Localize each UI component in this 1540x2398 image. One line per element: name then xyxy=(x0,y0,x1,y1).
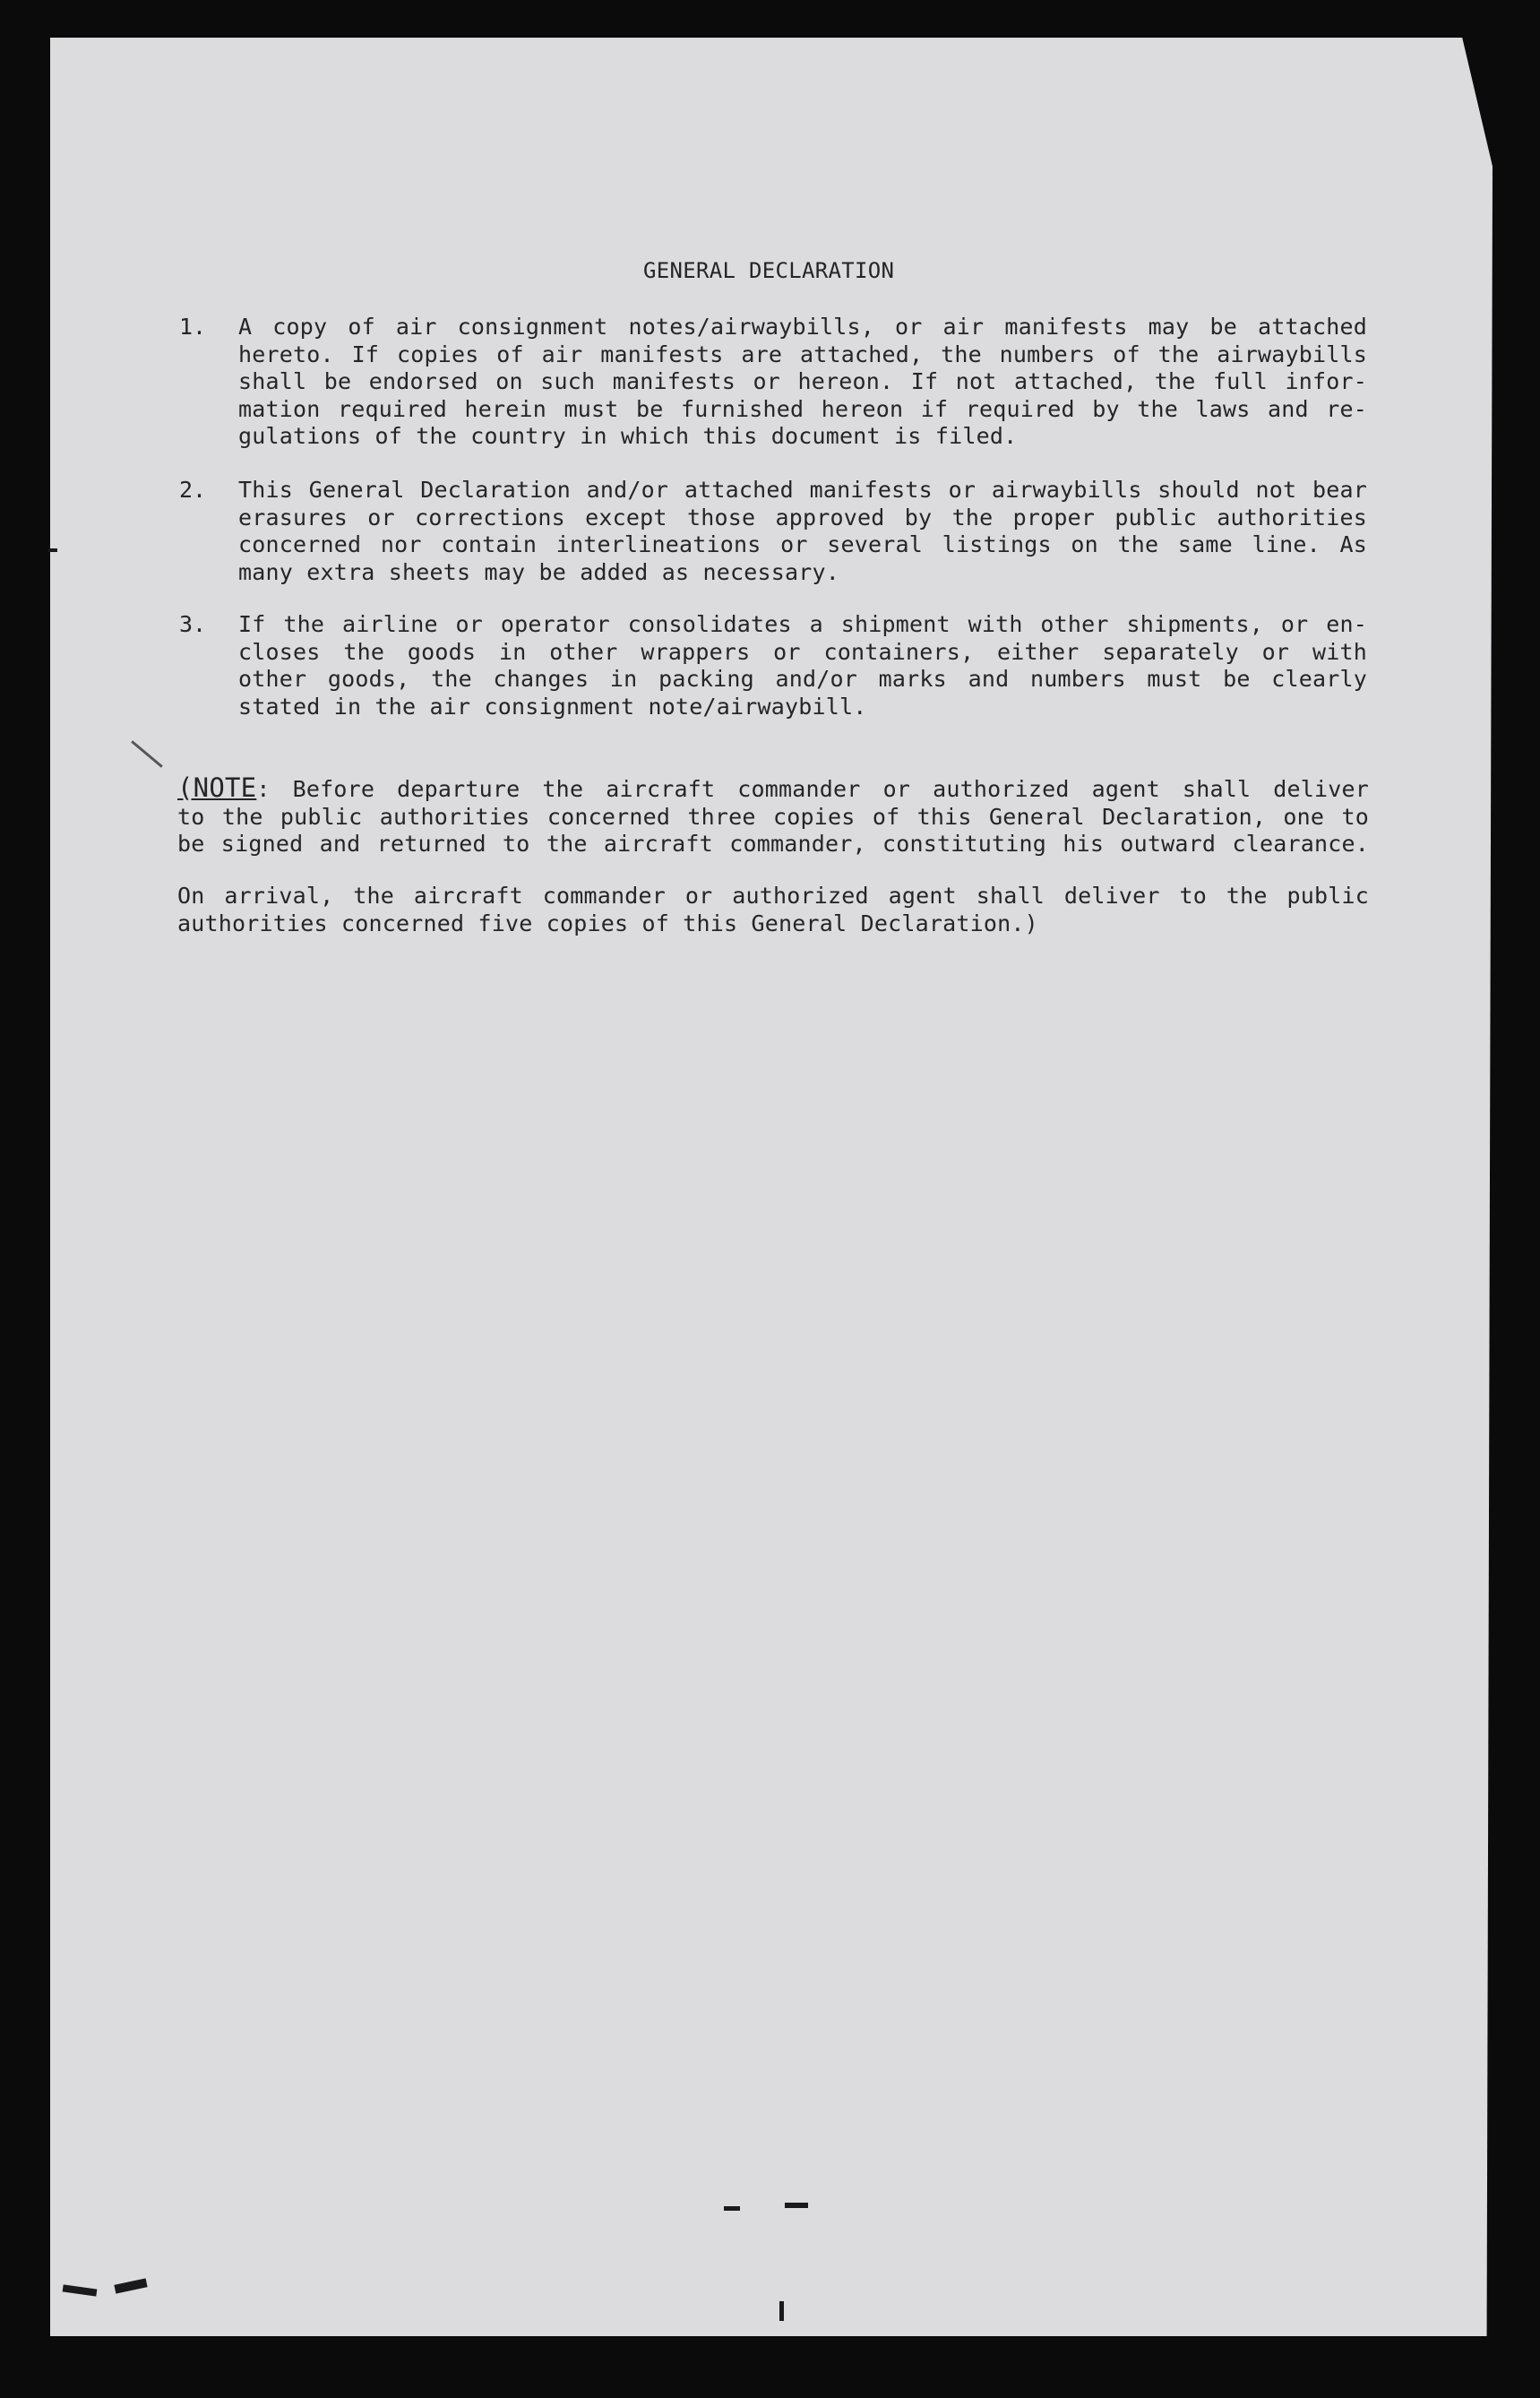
document-title: GENERAL DECLARATION xyxy=(643,258,895,283)
arrival-paragraph xyxy=(177,883,1369,937)
item-2-number: 2. xyxy=(179,477,207,503)
text-line: A copy of air consignment notes/airwaybills, or air manifests may be attached xyxy=(238,314,1367,340)
text-line: On arrival, the aircraft commander or authorized agent shall deliver to the public xyxy=(177,883,1369,909)
text-line: If the airline or operator consolidates a shipment with other shipments, or en- xyxy=(238,611,1367,637)
item-3-number: 3. xyxy=(179,611,207,637)
scan-mark xyxy=(48,548,57,552)
text-line: many extra sheets may be added as necessary. xyxy=(238,558,840,585)
note-first-line: : Before departure the aircraft commander or authorized agent shall deliver xyxy=(256,776,1369,802)
scan-mark xyxy=(785,2203,808,2208)
scan-mark xyxy=(724,2206,740,2211)
text-line: stated in the air consignment note/airwaybill. xyxy=(238,693,867,720)
text-line: hereto. If copies of air manifests are attached, the numbers of the airwaybills xyxy=(238,341,1367,367)
item-2-text xyxy=(238,477,1367,586)
text-line: concerned nor contain interlineations or several listings on the same line. As xyxy=(238,531,1367,557)
text-line: mation required herein must be furnished hereon if required by the laws and re- xyxy=(238,395,1367,422)
text-line: be signed and returned to the aircraft commander, constituting his outward clearance. xyxy=(177,831,1369,857)
item-3-text xyxy=(238,611,1367,720)
note-paragraph xyxy=(177,774,1369,858)
text-line: shall be endorsed on such manifests or hereon. If not attached, the full infor- xyxy=(238,368,1367,394)
text-line: to the public authorities concerned three copies of this General Declaration, one to xyxy=(177,803,1369,830)
text-line: other goods, the changes in packing and/or marks and numbers must be clearly xyxy=(238,666,1367,692)
text-line: authorities concerned five copies of this General Declaration.) xyxy=(177,910,1038,936)
item-1-number: 1. xyxy=(179,314,207,340)
text-line: closes the goods in other wrappers or containers, either separately or with xyxy=(238,638,1367,665)
text-line: erasures or corrections except those approved by the proper public authorities xyxy=(238,504,1367,530)
text-line: gulations of the country in which this document is filed. xyxy=(238,423,1018,449)
text-line: This General Declaration and/or attached manifests or airwaybills should not bear xyxy=(238,477,1367,503)
item-1-text xyxy=(238,314,1367,451)
text-line xyxy=(177,774,1369,804)
note-label: (NOTE xyxy=(177,772,257,803)
scan-mark xyxy=(779,2301,784,2321)
